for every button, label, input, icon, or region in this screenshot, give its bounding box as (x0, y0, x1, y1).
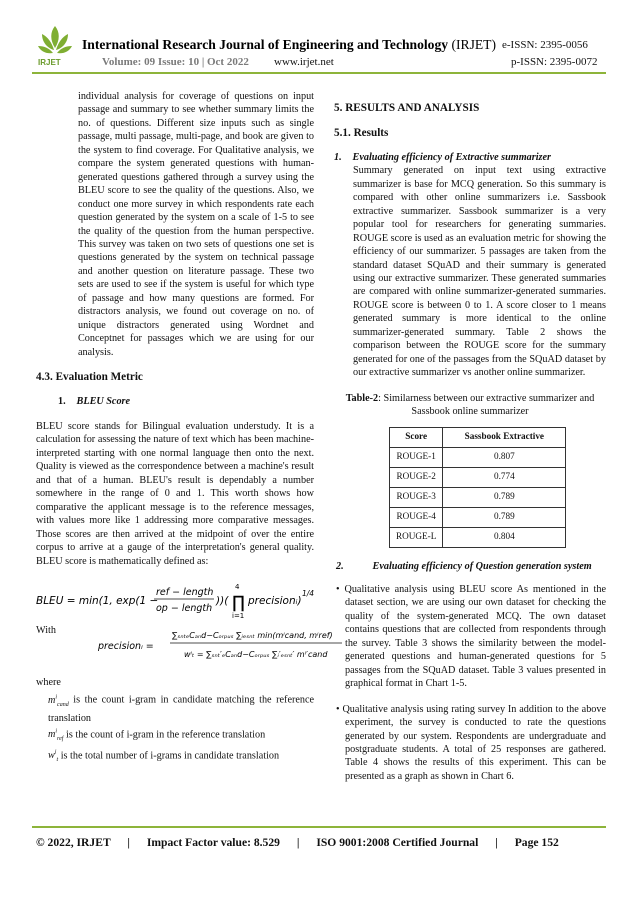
rouge-table (389, 427, 566, 548)
table-row (390, 527, 566, 547)
footer-copyright: © 2022, IRJET (36, 836, 111, 849)
logo-text: IRJET (38, 58, 61, 67)
table-row (390, 487, 566, 507)
footer-impact-factor: Impact Factor value: 8.529 (146, 836, 280, 849)
footer-divider (32, 826, 606, 828)
svg-text:4: 4 (235, 582, 240, 591)
subsection-number: 1. (58, 395, 66, 407)
table-row (390, 447, 566, 467)
label-with: With (36, 624, 56, 636)
definition-w-t: $w^i_t$ is the total number of i-grams in candidate translation (48, 749, 280, 764)
svg-text:))(: ))( (216, 594, 229, 607)
svg-text:precisionᵢ =: precisionᵢ = (98, 640, 154, 652)
paragraph-coverage: individual analysis for coverage of questions on input passage and summary to see whether summary limits the no. of questions. Different size inputs such as single passage, multi passage, multi-page, and book are given to the system to find coverage. For Qualitative analysis, we compare the system generated questions with human-generated questions gathered through a survey using the BLEU score to see the quality of the questions. Also, we conduct one more survey in which respondents rate each question generated by the system on a scale of 1-5 to see the quality of the question from the human perspective. This survey was taken on two sets of questions one set is questions generated by the system on technical passage and another question on literature passage. These two sets are used to see if the system is useful for which type of passage and how many questions are formed. For distractors analysis, we found out coverage on no. of unique distractors generated using Wordnet and Conceptnet for passages which we are using for our analysis. (78, 91, 314, 358)
svg-text:BLEU = min(1, exp(1 −: BLEU = min(1, exp(1 − (36, 594, 159, 607)
svg-text:ref − length: ref − length (156, 586, 214, 598)
definition-m-ref: $m^i_{ref}$ is the count of i-gram in the reference translation (48, 728, 266, 743)
left-column (36, 90, 333, 767)
table-header-sassbook: Sassbook Extractive (443, 427, 566, 447)
table-cell: 0.807 (443, 447, 566, 467)
subsection-heading-bleu (36, 395, 314, 408)
journal-name: International Research Journal of Engineering and Technology (82, 37, 449, 52)
pissn: p-ISSN: 2395-0072 (511, 56, 598, 68)
table-cell: 0.804 (443, 527, 566, 547)
svg-text:∏: ∏ (232, 592, 245, 613)
table-2-caption (334, 392, 606, 419)
table-header-score: Score (390, 427, 443, 447)
paragraph-bleu: BLEU score stands for Bilingual evaluation understudy. It is a calculation for assessing the nature of text which has been machine-interpreted starting with one normal language then onto the next. Quality is viewed as the correspondence between a machine's result and that of a human. BLEU's result is dependably a number somewhere in the range of 0 and 1. This worth shows how comparative the applicant message is to the reference messages, with values more like 1 addressing more comparative messages. Those scores are then arrived at the midpoint of over the entire corpus to arrive at a gauge of the interpretation's general quality. BLEU score is mathematically defined as: (36, 420, 314, 567)
bleu-formula (36, 580, 314, 620)
footer-iso: ISO 9001:2008 Certified Journal (316, 836, 479, 849)
bleu-equation-graphic (36, 580, 314, 620)
svg-text:wⁱₜ = ∑ₛₙₜ′ₑCₐₙd−Cₒᵣₚᵤₛ ∑ᵢ′ₑₛₙ: wⁱₜ = ∑ₛₙₜ′ₑCₐₙd−Cₒᵣₚᵤₛ ∑ᵢ′ₑₛₙₜ′ mⁱ′cand (184, 649, 328, 659)
svg-text:i=1: i=1 (232, 611, 245, 620)
website-link[interactable]: www.irjet.net (274, 56, 334, 68)
item-1-number: 1. (334, 151, 342, 163)
table-cell: ROUGE-4 (390, 507, 443, 527)
svg-text:precisionᵢ): precisionᵢ) (248, 594, 302, 607)
footer-page-number: Page 152 (514, 836, 559, 849)
item-2-heading (334, 560, 606, 573)
table-cell: ROUGE-L (390, 527, 443, 547)
svg-text:1/4: 1/4 (302, 588, 314, 598)
table-2-caption-text: : Similarness between our extractive summarizer and Sassbook online summarizer (378, 392, 595, 418)
section-heading-4-3: 4.3. Evaluation Metric (36, 371, 143, 384)
table-cell: 0.789 (443, 507, 566, 527)
definition-m-cand-text: is the count i-gram in candidate matching the reference translation (48, 694, 315, 725)
subsection-title: BLEU Score (76, 395, 131, 407)
bullet-bleu-analysis: • Qualitative analysis using BLEU score As mentioned in the dataset section, we are using our own dataset for checking the quality of the system-generated MCQ. The own dataset contains questions that are collected from respondents through the survey. Table 3 shows the similarity between the model-generated questions and human-generated questions for 5 passages from the SQuAD dataset. Table 3 values presented in graphical format in Chart 1-5. (336, 583, 606, 690)
item-2-number: 2. (336, 560, 344, 572)
precision-formula-row (36, 624, 333, 666)
table-cell: ROUGE-3 (390, 487, 443, 507)
bullet-rating-survey: • Qualitative analysis using rating survey In addition to the above experiment, the survey is conducted to rate the questions generated by our system. Respondents are undergraduate and postgraduate students. A total of 25 responses are gathered. Table 4 shows the results of this experiment. This can be presented as a graph as shown in Chart 6. (336, 703, 606, 782)
table-cell: 0.789 (443, 487, 566, 507)
svg-text:op − length: op − length (156, 602, 213, 614)
table-cell: ROUGE-2 (390, 467, 443, 487)
volume-info: Volume: 09 Issue: 10 | Oct 2022 (102, 56, 249, 68)
page-footer: © 2022, IRJET | Impact Factor value: 8.529 | ISO 9001:2008 Certified Journal | Page 152 (36, 836, 559, 849)
definition-w-t-text: is the total number of i-grams in candidate translation (60, 750, 280, 761)
table-row (390, 467, 566, 487)
journal-abbr: (IRJET) (451, 37, 497, 52)
item-2-title: Evaluating efficiency of Question generation system (372, 560, 592, 572)
journal-title (82, 37, 496, 53)
section-heading-5: 5. RESULTS AND ANALYSIS (334, 102, 480, 114)
bullet-bleu-text: Qualitative analysis using BLEU score As mentioned in the dataset section, we are using our own dataset for checking the quality of the system-generated MCQ. The own dataset contains questions that are collected from respondents through the survey. Table 3 shows the similarity between the model-generated questions and human-generated questions for 5 passages from the SQuAD dataset. Table 3 values presented in graphical format in Chart 1-5. (344, 583, 606, 690)
table-cell: ROUGE-1 (390, 447, 443, 467)
table-2-label: Table-2 (345, 392, 379, 404)
table-row (390, 507, 566, 527)
definition-m-cand: $m^i_{cand}$ is the count i-gram in candidate matching the reference translation (48, 694, 315, 725)
table-header-row (390, 427, 566, 447)
label-where: where (36, 676, 61, 688)
definition-list (36, 691, 314, 767)
precision-equation-graphic (94, 624, 344, 666)
item-1-body: Summary generated on input text using extractive summarizer is base for MCQ generation. So this summary is compared with other online summarizers i.e. Sassbook extractive summarizer. Sassbook summarizer is a very popular tool for researchers for generating summaries. ROUGE score is used as an evaluation metric for showing the efficiency of our summarizer. 5 passages are taken from the standard dataset SQuAD and their summary is generated using our extractive summarizer. These generated summaries are compared with online summarizer-generated summaries. ROUGE score is between 0 to 1. A score closer to 1 means generated summary is more identical to the online summarizer-generated summary. Table 2 shows the comparison between the ROUGE score for the summary generated for one of the passages from the SQuAD dataset by our extractive summarizer vs another online summarizer. (353, 165, 606, 379)
eissn: e-ISSN: 2395-0056 (502, 39, 588, 51)
svg-text:∑ₛₙₜₑCₐₙd−Cₒᵣₚᵤₛ ∑ᵢₑₛₙₜ min(mⁱ: ∑ₛₙₜₑCₐₙd−Cₒᵣₚᵤₛ ∑ᵢₑₛₙₜ min(mⁱcand, mⁱref) (172, 630, 333, 640)
item-1-heading (334, 151, 606, 164)
item-1-title: Evaluating efficiency of Extractive summarizer (352, 151, 551, 163)
right-column (334, 90, 606, 783)
bullet-rating-text: Qualitative analysis using rating survey In addition to the above experiment, the survey is conducted to rate the questions generated by our system. Respondents are undergraduate and postgraduate students. A total of 25 responses are gathered. Table 4 shows the results of this experiment. This can be presented as a graph as shown in Chart 6. (342, 703, 606, 782)
table-cell: 0.774 (443, 467, 566, 487)
header-divider (32, 72, 606, 74)
page-header (0, 0, 638, 74)
definition-m-ref-text: is the count of i-gram in the reference translation (66, 729, 266, 741)
section-heading-5-1: 5.1. Results (334, 127, 389, 140)
